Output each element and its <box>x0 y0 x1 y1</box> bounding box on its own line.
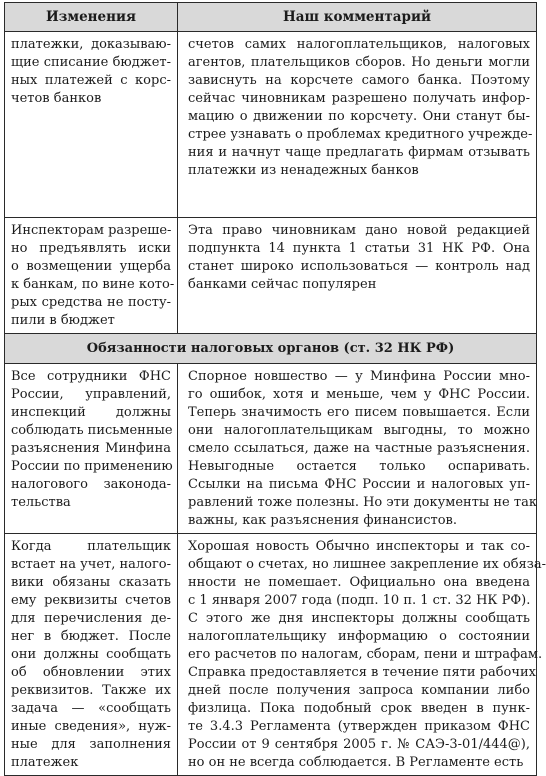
header-comment: Наш комментарий <box>178 3 537 32</box>
text-line: важны, как разъяснения финансистов. <box>188 513 457 528</box>
text-line: налогоплательщику информацию о состоянии <box>188 629 530 644</box>
text-line: Все сотрудники ФНС <box>11 369 171 384</box>
text-line: Спорное новшество — у Минфина России мно- <box>188 369 530 384</box>
text-line: дней после получения запроса компании либо <box>188 683 530 698</box>
text-line: ния и начнут чаще предлагать фирмам отзывать <box>188 145 530 160</box>
text-line: они должны сообщать <box>11 647 171 662</box>
text-line: ные для заполнения <box>11 737 171 752</box>
text-line: Ссылки на письма ФНС России и налоговых уп- <box>188 477 530 492</box>
table-row <box>5 32 537 218</box>
text-line: щие списание бюджет- <box>11 55 171 70</box>
change-text <box>5 364 177 515</box>
text-line: равлений тоже полезны. Но эти документы не так <box>188 495 537 510</box>
text-line: С этого же дня инспекторы должны сообщать <box>188 611 530 626</box>
text-line: Когда плательщик <box>11 539 171 554</box>
text-line: тельства <box>11 495 71 510</box>
comment-text <box>178 364 536 533</box>
text-line: четов банков <box>11 91 102 106</box>
text-line: разъяснения Минфина <box>11 441 171 456</box>
text-line: мацию о движении по корсчету. Они станут бы- <box>188 109 530 124</box>
text-line: налогового законода- <box>11 477 171 492</box>
text-line: с 1 января 2007 года (подп. 10 п. 1 ст. 32 НК РФ). <box>188 593 531 608</box>
text-line: но предъявлять иски <box>11 241 171 256</box>
section-row <box>5 334 537 364</box>
change-text <box>5 218 177 333</box>
text-line: банками сейчас популярен <box>188 277 377 292</box>
text-line: вики обязаны сказать <box>11 575 171 590</box>
table-row <box>5 534 537 776</box>
text-line: иные сведения», нуж- <box>11 719 171 734</box>
change-text <box>5 534 177 775</box>
text-line: для перечисления де- <box>11 611 171 626</box>
text-line: Хорошая новость Обычно инспекторы и так со- <box>188 539 530 554</box>
text-line: стрее узнавать о проблемах кредитного учрежде- <box>188 127 533 142</box>
text-line: ных платежей с корс- <box>11 73 171 88</box>
text-line: Невыгодные остается только оспаривать. <box>188 459 530 474</box>
text-line: рых средства не посту- <box>11 295 171 310</box>
text-line: реквизитов. Также их <box>11 683 171 698</box>
comment-cell <box>178 218 537 334</box>
text-line: Инспекторам разреше- <box>11 223 172 238</box>
text-line: но он не всегда соблюдается. В Регламенте есть <box>188 755 524 770</box>
text-line: его расчетов по налогам, сборам, пени и штрафам. <box>188 647 543 662</box>
change-cell <box>5 534 178 776</box>
text-line: смело ссылаться, даже на частные разъяснения. <box>188 441 530 456</box>
text-line: Эта право чиновникам дано новой редакцией <box>188 223 530 238</box>
text-line: России от 9 сентября 2005 г. № САЭ-3-01/444@), <box>188 737 530 752</box>
text-line: нег в бюджет. После <box>11 629 171 644</box>
comment-text <box>178 32 536 183</box>
text-line: агентов, плательщиков сборов. Но деньги могли <box>188 55 530 70</box>
text-line: соблюдать письменные <box>11 423 173 438</box>
text-line: пили в бюджет <box>11 313 115 328</box>
text-line: платежек <box>11 755 79 770</box>
comment-text <box>178 534 546 775</box>
text-line: к банкам, по вине кото- <box>11 277 175 292</box>
comment-cell <box>178 32 537 218</box>
change-cell <box>5 218 178 334</box>
table-header-row <box>5 3 537 32</box>
document-page <box>4 2 546 770</box>
text-line: о возмещении ущерба <box>11 259 171 274</box>
section-title: Обязанности налоговых органов (ст. 32 НК РФ) <box>5 334 537 364</box>
text-line: инспекций должны <box>11 405 171 420</box>
table-row <box>5 364 537 534</box>
text-line: встает на учет, налого- <box>11 557 172 572</box>
comparison-table <box>4 2 546 776</box>
text-line: Теперь значимость его писем повышается. Если <box>188 405 530 420</box>
comment-text <box>178 218 536 297</box>
text-line: платежки, доказываю- <box>11 37 171 52</box>
text-line: подпункта 14 пункта 1 статьи 31 НК РФ. Она <box>188 241 530 256</box>
text-line: они налогоплательщикам выгодны, то можно <box>188 423 530 438</box>
table-row <box>5 218 537 334</box>
change-cell <box>5 32 178 218</box>
text-line: те 3.4.3 Регламента (утвержден приказом ФНС <box>188 719 530 734</box>
change-text <box>5 32 177 111</box>
text-line: счетов самих налогоплательщиков, налоговых <box>188 37 530 52</box>
text-line: физлица. Пока подобный срок введен в пунк- <box>188 701 530 716</box>
text-line: платежки из ненадежных банков <box>188 163 419 178</box>
header-changes: Изменения <box>5 3 178 32</box>
text-line: Справка предоставляется в течение пяти рабочих <box>188 665 536 680</box>
text-line: общают о счетах, но лишнее закрепление их обяза- <box>188 557 546 572</box>
text-line: зависнуть на корсчете самого банка. Поэтому <box>188 73 530 88</box>
text-line: сейчас чиновникам разрешено получать инфор- <box>188 91 530 106</box>
text-line: станет широко использоваться — контроль над <box>188 259 530 274</box>
comment-cell <box>178 364 537 534</box>
text-line: го ошибок, хотя и меньше, чем у ФНС России. <box>188 387 530 402</box>
text-line: нности не помешает. Официально она введена <box>188 575 530 590</box>
change-cell <box>5 364 178 534</box>
text-line: России по применению <box>11 459 173 474</box>
comment-cell <box>178 534 546 776</box>
text-line: об обновлении этих <box>11 665 171 680</box>
text-line: задача — «сообщать <box>11 701 171 716</box>
text-line: ему реквизиты счетов <box>11 593 171 608</box>
text-line: России, управлений, <box>11 387 171 402</box>
